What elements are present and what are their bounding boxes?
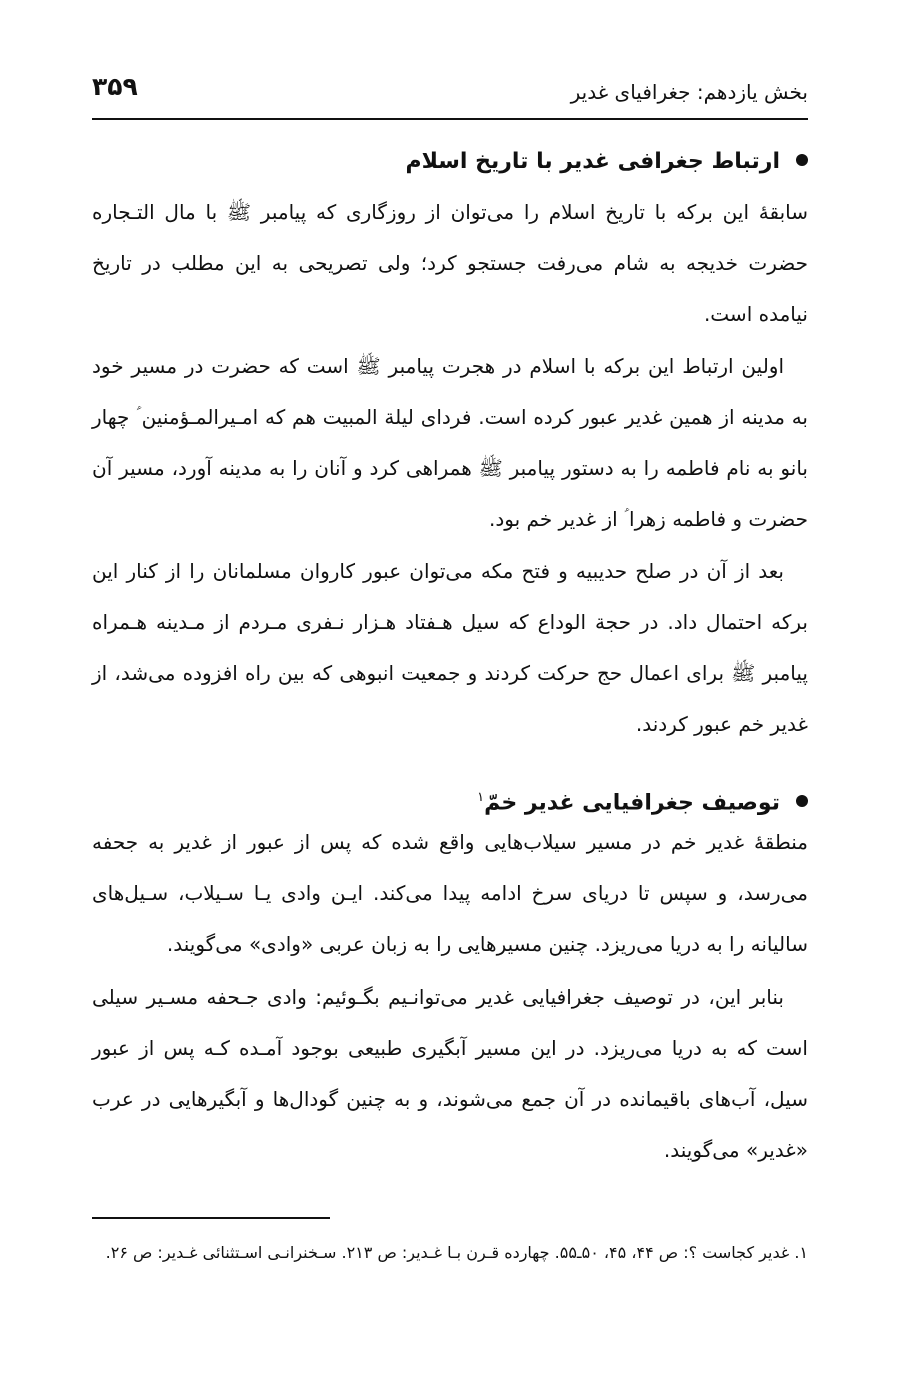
section-heading-1-text: ارتباط جغرافی غدیر با تاریخ اسلام bbox=[405, 149, 780, 174]
footnote-marker: ۱ bbox=[477, 790, 485, 805]
running-title: بخش یازدهم: جغرافیای غدیر bbox=[570, 80, 808, 104]
bullet-icon bbox=[796, 795, 808, 807]
running-head bbox=[92, 72, 808, 108]
section-heading-2-text: توصیف جغرافیایی غدیر خمّ bbox=[484, 790, 780, 816]
footnote: ۱. غدیر کجاست ؟: ص ۴۴، ۴۵، ۵۰ـ۵۵. چهارده قـرن بـا غـدیر: ص ۲۱۳. سـخنرانـی اسـتثنائی غـدیر: ص ۲۶. bbox=[105, 1243, 808, 1262]
section-heading-1 bbox=[92, 144, 808, 180]
page-number: ۳۵۹ bbox=[92, 72, 138, 101]
paragraph-1: سابقهٔ این برکه با تاریخ اسلام را می‌توان از روزگاری که پیامبر ﷺ با مال التـجاره حضرت خدیجه به شام می‌رفت جستجو کرد؛ ولی تصریحی به این مطلب در تاریخ نیامده است. bbox=[92, 200, 808, 326]
book-page bbox=[92, 0, 808, 1390]
footnote-rule bbox=[92, 1217, 330, 1219]
paragraph-5: بنابر این، در توصیف جغرافیایی غدیر می‌توانـیم بگـوئیم: وادی جـحفه مسـیر سیلی است که به دریا می‌ریزد. در این مسیر آبگیری طبیعی بوجود آمـده کـه پس از عبور سیل، آب‌های باقیمانده در آن جمع می‌شوند، و به چنین گودال‌ها و آبگیرهایی در عرب «غدیر» می‌گویند. bbox=[92, 985, 808, 1162]
paragraph-3: بعد از آن در صلح حدیبیه و فتح مکه می‌توان عبور کاروان مسلمانان را از کنار این برکه احتمال داد. در حجة الوداع که سیل هـفتاد هـزار نـفری مـردم از مـدینه هـمراه پیامبر ﷺ برای اعمال حج حرکت کردند و جمعیت انبوهی که بین راه افزوده می‌شد، از غدیر خم عبور کردند. bbox=[92, 559, 808, 736]
bullet-icon bbox=[796, 154, 808, 166]
paragraph-2: اولین ارتباط این برکه با اسلام در هجرت پیامبر ﷺ است که حضرت در مسیر خود به مدینه از همین غدیر عبور کرده است. فردای لیلة المبیت هم که امـیرالمـؤمنین ؑ چهار بانو به نام فاطمه را به دستور پیامبر ﷺ همراهی کرد و آنان را به مدینه آورد، مسیر آن حضرت و فاطمه زهرا ؑ از غدیر خم بود. bbox=[92, 354, 808, 531]
paragraph-4: منطقهٔ غدیر خم در مسیر سیلاب‌هایی واقع شده که پس از عبور از غدیر به جحفه می‌رسد، و سپس تا دریای سرخ ادامه پیدا می‌کند. ایـن وادی یـا سـیلاب، سـیل‌های سالیانه را به دریا می‌ریزد. چنین مسیرهایی را به زبان عربی «وادی» می‌گویند. bbox=[92, 830, 808, 956]
header-rule bbox=[92, 118, 808, 120]
section-heading-2 bbox=[92, 780, 808, 821]
